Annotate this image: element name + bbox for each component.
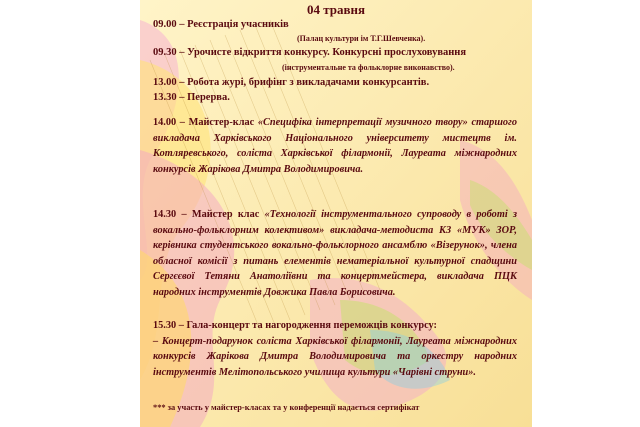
program-content bbox=[140, 0, 532, 427]
gala-time: 15.30 – Гала-концерт та нагородження переможців конкурсу: bbox=[153, 320, 437, 331]
page-title: 04 травня bbox=[306, 2, 366, 17]
gala-text: – Концерт-подарунок соліста Харківської філармонії, Лауреата міжнародних конкурсів Жарікова Дмитра Володимировича та оркестру народних інструментів Мелітопольського училища культури «Чарівні струни». bbox=[153, 335, 517, 378]
masterclass-1-text: старшого викладача Харківського Національного університету мистецтв ім. Котляревського, соліста Харківської філармонії, Лауреата міжнародних конкурсів Жарікова Дмитра Володимировича. bbox=[153, 117, 517, 175]
masterclass-2 bbox=[153, 207, 517, 301]
schedule-item-jury: 13.00 – Робота журі, брифінг з викладачами конкурсантів. bbox=[153, 77, 430, 88]
masterclass-2-topic: «Технології інструментального супроводу в роботі з вокально-фольклорним колективом» bbox=[153, 209, 517, 236]
schedule-note-categories: (інструментальне та фольклорне виконавство). bbox=[282, 63, 455, 72]
schedule-item-registration: 09.00 – Реєстрація учасників bbox=[153, 19, 289, 30]
masterclass-1-topic: «Специфіка інтерпретації музичного твору» bbox=[257, 117, 468, 128]
schedule-item-break: 13.30 – Перерва. bbox=[153, 92, 230, 103]
footnote-certificate: *** за участь у майстер-класах та у конференції надається сертифікат bbox=[153, 403, 420, 412]
masterclass-2-text: викладача-методиста КЗ «МУК» ЗОР, керівника студентського вокально-фольклорного ансамблю «Візерунок», члена обласної комісії з питань елементів нематеріальної культурної спадщини Сергєєвої Тетяни Анатоліївни та концертмейстера, викладача ПЦК народних інструментів Довжика Павла Борисовича. bbox=[153, 224, 517, 298]
masterclass-1-time: 14.00 – Майстер-клас bbox=[153, 117, 255, 128]
schedule-item-opening: 09.30 – Урочисте відкриття конкурсу. Конкурсні прослуховування bbox=[153, 47, 467, 58]
program-page bbox=[140, 0, 532, 427]
masterclass-1 bbox=[153, 115, 517, 177]
schedule-note-venue: (Палац культури ім Т.Г.Шевченка). bbox=[297, 34, 426, 43]
gala-concert bbox=[153, 318, 517, 380]
masterclass-2-time: 14.30 – Майстер клас bbox=[153, 209, 260, 220]
